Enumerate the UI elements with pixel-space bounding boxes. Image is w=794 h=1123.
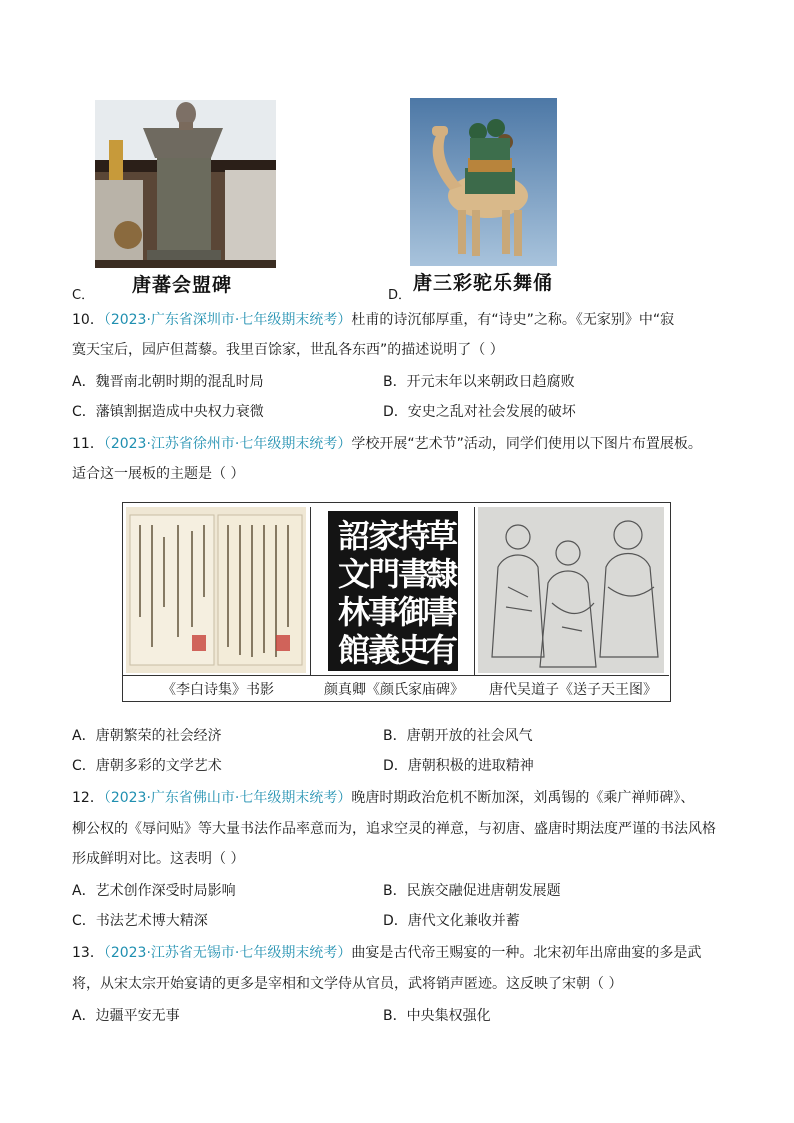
q12-source: （2023·广东省佛山市·七年级期末统考）	[103, 790, 352, 806]
q12-option-d[interactable]: D．唐代文化兼收并蓄	[383, 913, 520, 929]
q12-line-1	[72, 788, 694, 808]
q13-text-1: 曲宴是古代帝王赐宴的一种。北宋初年出席曲宴的多是武	[351, 945, 702, 961]
q10-line-2: 寞天宝后，园庐但蒿藜。我里百馀家，世乱各东西”的描述说明了（ ）	[72, 342, 504, 358]
callig-char-4: 草	[426, 517, 459, 555]
q12-option-c[interactable]: C．书法艺术博大精深	[72, 913, 208, 929]
art-exhibit-panel	[122, 502, 671, 702]
q11-option-b[interactable]: B．唐朝开放的社会风气	[383, 728, 533, 744]
q10-option-d[interactable]: D．安史之乱对社会发展的破坏	[383, 404, 576, 420]
callig-char-15: 史	[398, 631, 431, 669]
q12-option-b[interactable]: B．民族交融促进唐朝发展题	[383, 883, 561, 899]
q10-text-1: 杜甫的诗沉郁厚重，有“诗史”之称。《无家别》中“寂	[351, 312, 675, 328]
wudaozi-painting-image	[478, 507, 668, 675]
tang-sancai-camel-photo	[410, 98, 557, 266]
q11-option-c[interactable]: C．唐朝多彩的文学艺术	[72, 758, 222, 774]
image-d-caption: 唐三彩驼乐舞俑	[413, 272, 554, 294]
image-c-caption: 唐蕃会盟碑	[132, 274, 233, 296]
callig-char-7: 書	[398, 555, 431, 593]
q12-option-a[interactable]: A．艺术创作深受时局影响	[72, 883, 236, 899]
callig-char-11: 御	[398, 593, 431, 631]
q13-option-a[interactable]: A．边疆平安无事	[72, 1008, 180, 1024]
yan-calligraphy-image	[314, 507, 475, 675]
q12-line-3: 形成鲜明对比。这表明（ ）	[72, 851, 245, 867]
callig-char-8: 隸	[426, 555, 459, 593]
image-c-letter: C．	[72, 288, 95, 303]
caption-divider	[123, 675, 669, 676]
callig-char-16: 有	[426, 631, 459, 669]
callig-char-12: 書	[426, 593, 459, 631]
q12-text-1: 晚唐时期政治危机不断加深，刘禹锡的《乘广禅师碑》、	[351, 790, 695, 806]
q11-line-1	[72, 434, 702, 454]
q13-option-b[interactable]: B．中央集权强化	[383, 1008, 491, 1024]
q10-option-b[interactable]: B．开元末年以来朝政日趋腐败	[383, 374, 575, 390]
callig-char-9: 林	[338, 593, 371, 631]
image-d-letter: D．	[388, 288, 412, 303]
q11-source: （2023·江苏省徐州市·七年级期末统考）	[103, 436, 352, 452]
libai-book-image	[126, 507, 311, 675]
q10-source: （2023·广东省深圳市·七年级期末统考）	[103, 312, 352, 328]
q11-line-2: 适合这一展板的主题是（ ）	[72, 466, 245, 482]
wudaozi-caption: 唐代吴道子《送子天王图》	[489, 682, 657, 698]
q13-line-1	[72, 943, 701, 963]
callig-char-14: 義	[368, 631, 401, 669]
callig-char-5: 文	[338, 555, 371, 593]
q10-option-c[interactable]: C．藩镇割据造成中央权力衰微	[72, 404, 264, 420]
callig-char-6: 門	[368, 555, 401, 593]
callig-char-2: 家	[368, 517, 401, 555]
q13-line-2: 将，从宋太宗开始宴请的更多是宰相和文学侍从官员，武将销声匿迹。这反映了宋朝（ ）	[72, 976, 623, 992]
callig-char-10: 事	[368, 593, 401, 631]
q10-number: 10．	[72, 312, 104, 328]
callig-char-1: 詔	[338, 517, 371, 555]
q10-line-1	[72, 310, 674, 330]
yan-caption: 颜真卿《颜氏家庙碑》	[324, 682, 464, 698]
q12-line-2: 柳公权的《辱问贴》等大量书法作品率意而为，追求空灵的禅意，与初唐、盛唐时期法度严谨的书法风格	[72, 821, 716, 837]
q11-text-1: 学校开展“艺术节”活动，同学们使用以下图片布置展板。	[351, 436, 702, 452]
q12-number: 12．	[72, 790, 104, 806]
q11-option-a[interactable]: A．唐朝繁荣的社会经济	[72, 728, 222, 744]
tibet-stele-photo	[95, 100, 276, 268]
callig-char-13: 館	[338, 631, 371, 669]
q13-source: （2023·江苏省无锡市·七年级期末统考）	[103, 945, 352, 961]
libai-caption: 《李白诗集》书影	[162, 682, 274, 698]
callig-char-3: 持	[398, 517, 431, 555]
q11-number: 11．	[72, 436, 104, 452]
q13-number: 13．	[72, 945, 104, 961]
q10-option-a[interactable]: A．魏晋南北朝时期的混乱时局	[72, 374, 264, 390]
q11-option-d[interactable]: D．唐朝积极的进取精神	[383, 758, 534, 774]
